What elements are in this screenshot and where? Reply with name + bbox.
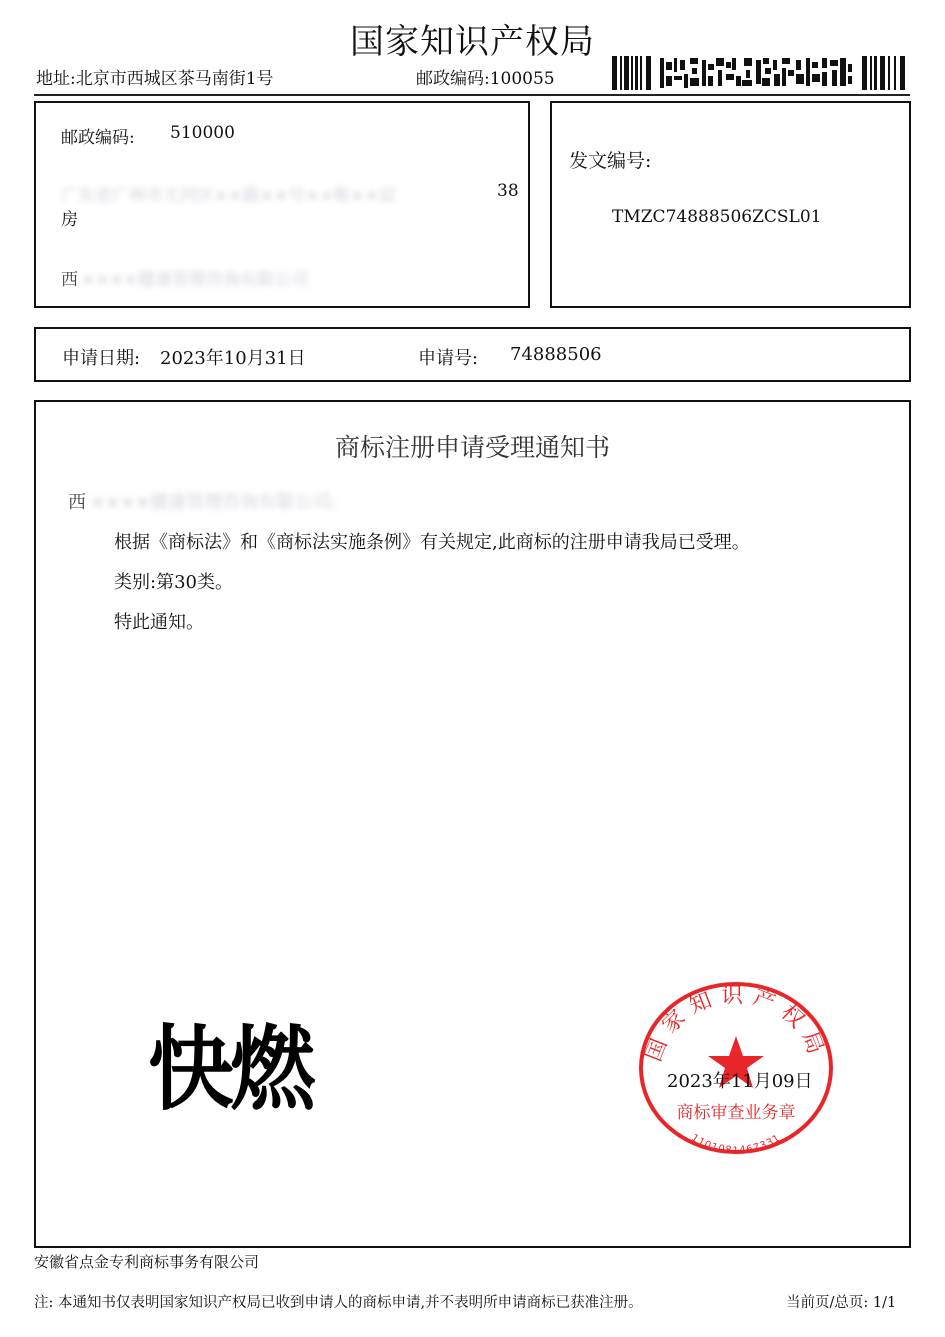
notice-addressee-redacted: ××××健康管理咨询有限公司: bbox=[90, 492, 337, 513]
seal-serial: 1101081467331 bbox=[689, 1132, 783, 1156]
recipient-address-line2: 房 bbox=[61, 210, 78, 230]
notice-category: 类别:第30类。 bbox=[114, 572, 233, 593]
svg-text:1101081467331 bbox=[689, 1132, 783, 1156]
notice-title: 商标注册申请受理通知书 bbox=[334, 433, 610, 462]
notice-addressee-prefix: 西 bbox=[68, 492, 86, 513]
application-number-label: 申请号: bbox=[418, 348, 479, 369]
dispatch-number: TMZC74888506ZCSL01 bbox=[612, 207, 822, 227]
dispatch-label: 发文编号: bbox=[569, 150, 652, 172]
trademark-image: 快燃 bbox=[148, 1016, 312, 1123]
recipient-postal-value: 510000 bbox=[170, 123, 235, 143]
notice-body: 根据《商标法》和《商标法实施条例》有关规定,此商标的注册申请我局已受理。 bbox=[114, 532, 750, 553]
dispatch-box bbox=[550, 101, 911, 308]
seal-bottom-text: 商标审查业务章 bbox=[676, 1103, 796, 1123]
application-number-value: 74888506 bbox=[510, 344, 602, 365]
header-divider bbox=[34, 94, 910, 96]
agency-name: 安徽省点金专利商标事务有限公司 bbox=[34, 1253, 260, 1271]
recipient-name-prefix: 西 bbox=[61, 270, 78, 290]
office-address: 地址:北京市西城区茶马南街1号 bbox=[36, 69, 274, 89]
office-postal-code: 邮政编码:100055 bbox=[416, 69, 555, 89]
notice-closing: 特此通知。 bbox=[114, 612, 204, 633]
recipient-postal-label: 邮政编码: bbox=[61, 128, 135, 148]
recipient-box bbox=[34, 101, 530, 308]
footer-note: 注: 本通知书仅表明国家知识产权局已收到申请人的商标申请,并不表明所申请商标已获准注册。 bbox=[34, 1295, 643, 1311]
page-title: 国家知识产权局 bbox=[350, 22, 595, 62]
recipient-name-redacted: ××××健康管理咨询有限公司 bbox=[81, 270, 308, 290]
recipient-address-redacted: 广东省广州市天河区××路××号××栋××层 bbox=[61, 186, 396, 206]
seal-top-text: 国家知识产权局 bbox=[641, 983, 831, 1066]
application-date-value: 2023年10月31日 bbox=[160, 348, 306, 369]
application-date-label: 申请日期: bbox=[62, 348, 141, 369]
barcode-icon bbox=[612, 56, 908, 90]
page-indicator: 当前页/总页: 1/1 bbox=[786, 1295, 897, 1311]
recipient-address-suffix: 38 bbox=[497, 181, 519, 201]
issue-date: 2023年11月09日 bbox=[667, 1071, 813, 1092]
application-info-box bbox=[34, 327, 911, 382]
